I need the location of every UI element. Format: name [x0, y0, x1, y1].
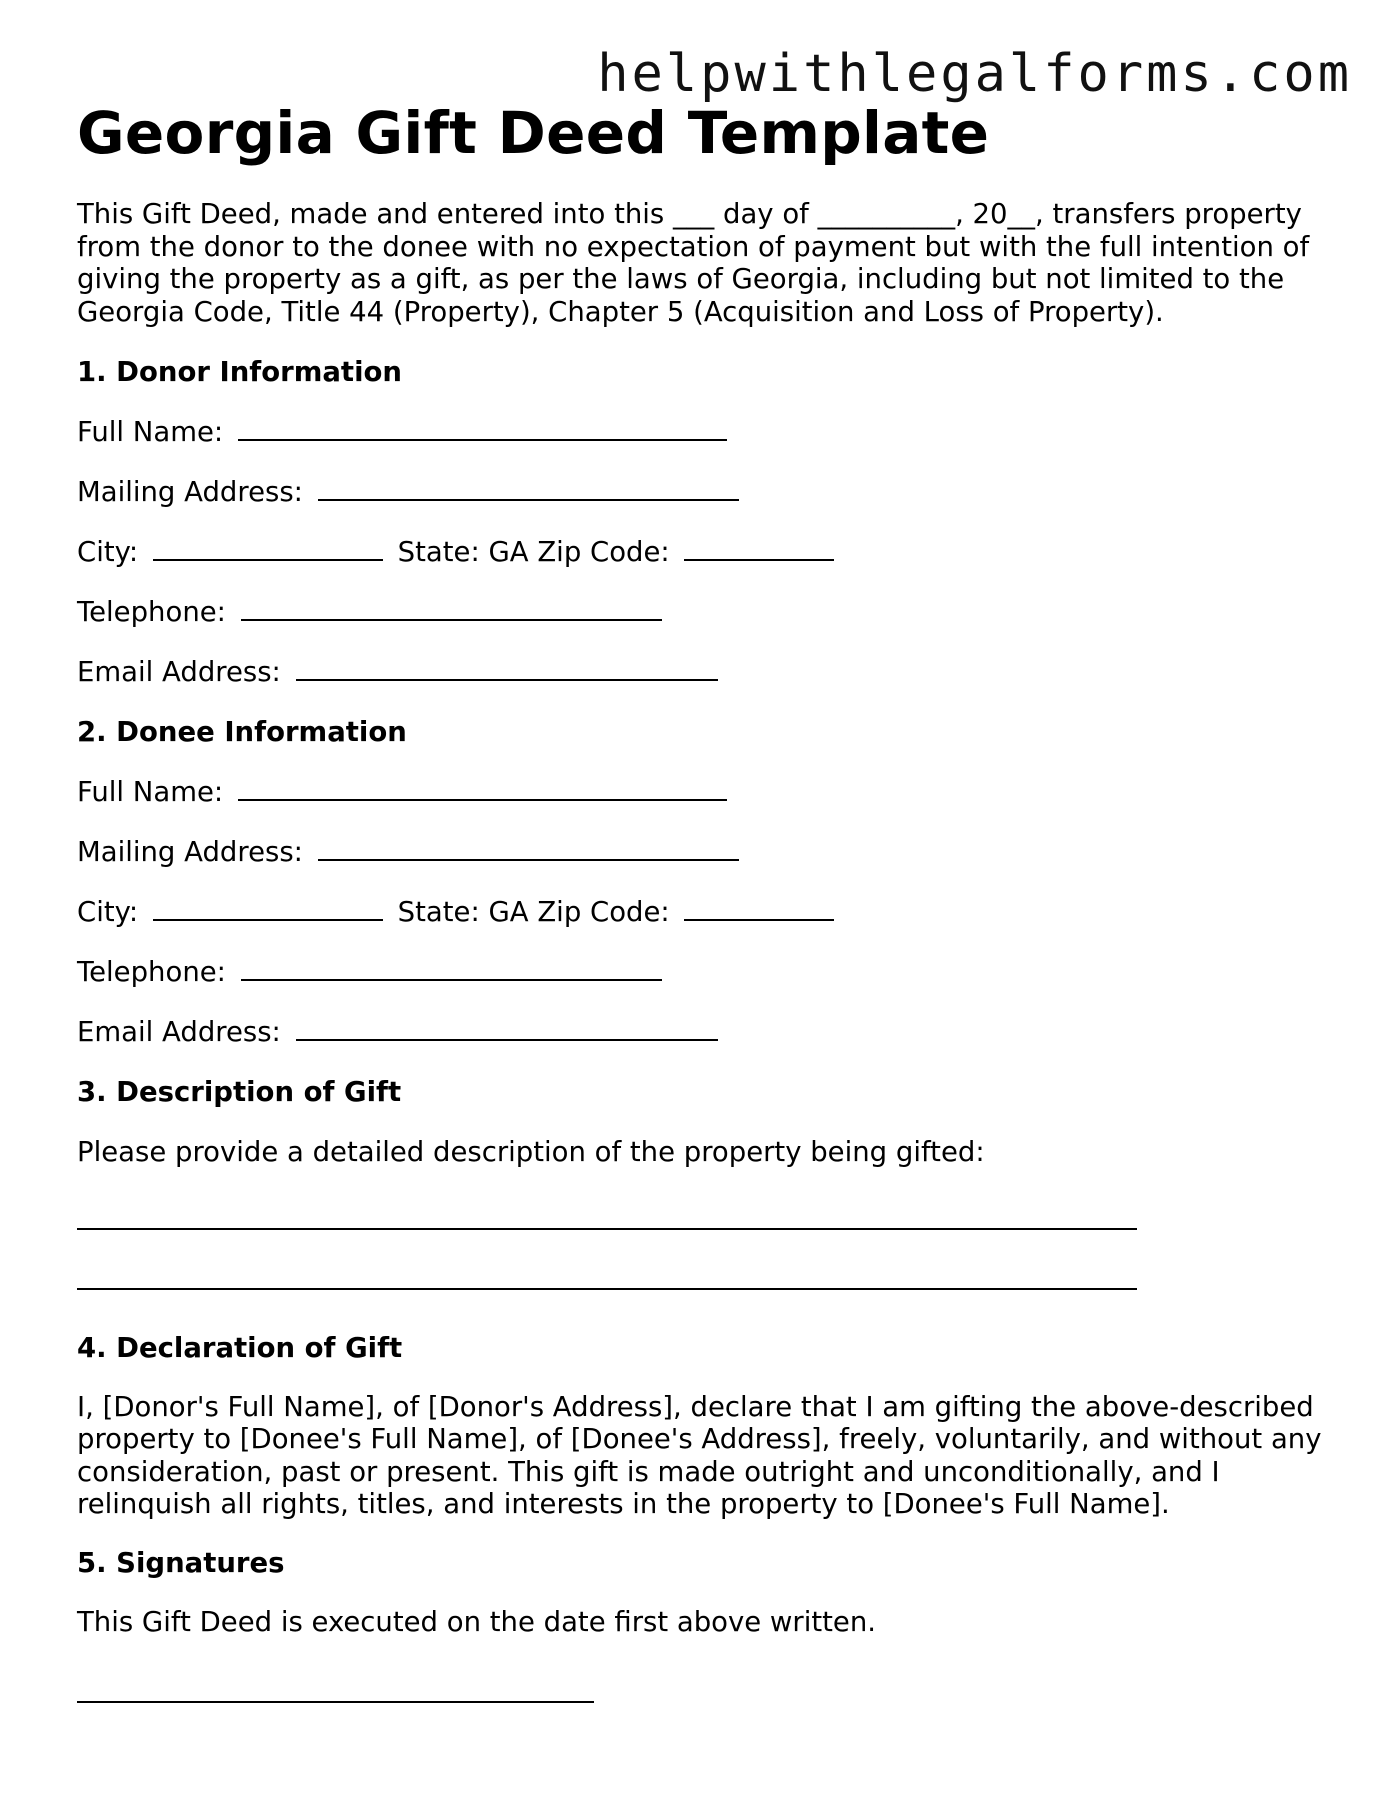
donee-section-heading: 2. Donee Information — [77, 716, 407, 748]
donee-full-name-row — [77, 776, 1327, 808]
donee-city-field[interactable] — [153, 897, 383, 921]
declaration-paragraph: I, [Donor's Full Name], of [Donor's Address], declare that I am gifting the above-described property to [Donee's Full Name], of [Donee's Address], freely, voluntarily, and without any consideration, past or present. This gift is made outright and unconditionally, and I relinquish all rights, titles, and interests in the property to [Donee's Full Name]. — [77, 1390, 1322, 1520]
donee-telephone-field[interactable] — [241, 957, 662, 981]
donee-full-name-field[interactable] — [238, 777, 727, 801]
donor-zip-field[interactable] — [684, 537, 834, 561]
document-body — [77, 98, 1327, 1703]
donee-telephone-row — [77, 956, 1327, 988]
donee-telephone-label: Telephone: — [77, 956, 226, 988]
donor-full-name-field[interactable] — [238, 417, 727, 441]
signatures-section-heading: 5. Signatures — [77, 1546, 285, 1579]
description-line-1[interactable] — [77, 1228, 1137, 1230]
donee-mailing-address-label: Mailing Address: — [77, 836, 303, 868]
donee-state-label: State: GA — [397, 896, 529, 928]
donor-telephone-field[interactable] — [241, 597, 662, 621]
donor-zip-label: Zip Code: — [537, 536, 670, 568]
donor-mailing-address-row — [77, 476, 1327, 508]
description-line-2[interactable] — [77, 1288, 1137, 1290]
site-watermark: helpwithlegalforms.com — [597, 44, 1352, 104]
donor-email-field[interactable] — [296, 657, 718, 681]
signatures-statement: This Gift Deed is executed on the date first above written. — [77, 1605, 877, 1638]
donor-telephone-row — [77, 596, 1327, 628]
donee-email-field[interactable] — [296, 1017, 718, 1041]
donee-full-name-label: Full Name: — [77, 776, 224, 808]
donor-city-field[interactable] — [153, 537, 383, 561]
donor-telephone-label: Telephone: — [77, 596, 226, 628]
donee-email-row — [77, 1016, 1327, 1048]
donee-mailing-address-row — [77, 836, 1327, 868]
donee-city-label: City: — [77, 896, 139, 928]
donor-email-row — [77, 656, 1327, 688]
description-section-heading: 3. Description of Gift — [77, 1076, 402, 1108]
donor-full-name-label: Full Name: — [77, 416, 224, 448]
donor-full-name-row — [77, 416, 1327, 448]
donor-city-label: City: — [77, 536, 139, 568]
donor-mailing-address-field[interactable] — [318, 477, 739, 501]
donee-city-row — [77, 896, 1327, 928]
donee-zip-label: Zip Code: — [537, 896, 670, 928]
donor-section-heading: 1. Donor Information — [77, 356, 402, 388]
declaration-section-heading: 4. Declaration of Gift — [77, 1331, 403, 1364]
signature-line[interactable] — [77, 1701, 594, 1703]
donor-email-label: Email Address: — [77, 656, 281, 688]
intro-paragraph: This Gift Deed, made and entered into this ___ day of __________, 20__, transfers property from the donor to the donee with no expectation of payment but with the full intention of giving the property as a gift, as per the laws of Georgia, including but not limited to the Georgia Code, Title 44 (Property), Chapter 5 (Acquisition and Loss of Property). — [77, 198, 1310, 328]
donee-mailing-address-field[interactable] — [318, 837, 739, 861]
description-prompt: Please provide a detailed description of the property being gifted: — [77, 1136, 985, 1168]
donor-state-label: State: GA — [397, 536, 529, 568]
donee-zip-field[interactable] — [684, 897, 834, 921]
donor-city-row — [77, 536, 1327, 568]
donee-email-label: Email Address: — [77, 1016, 281, 1048]
donor-mailing-address-label: Mailing Address: — [77, 476, 303, 508]
page-title: Georgia Gift Deed Template — [77, 99, 990, 167]
